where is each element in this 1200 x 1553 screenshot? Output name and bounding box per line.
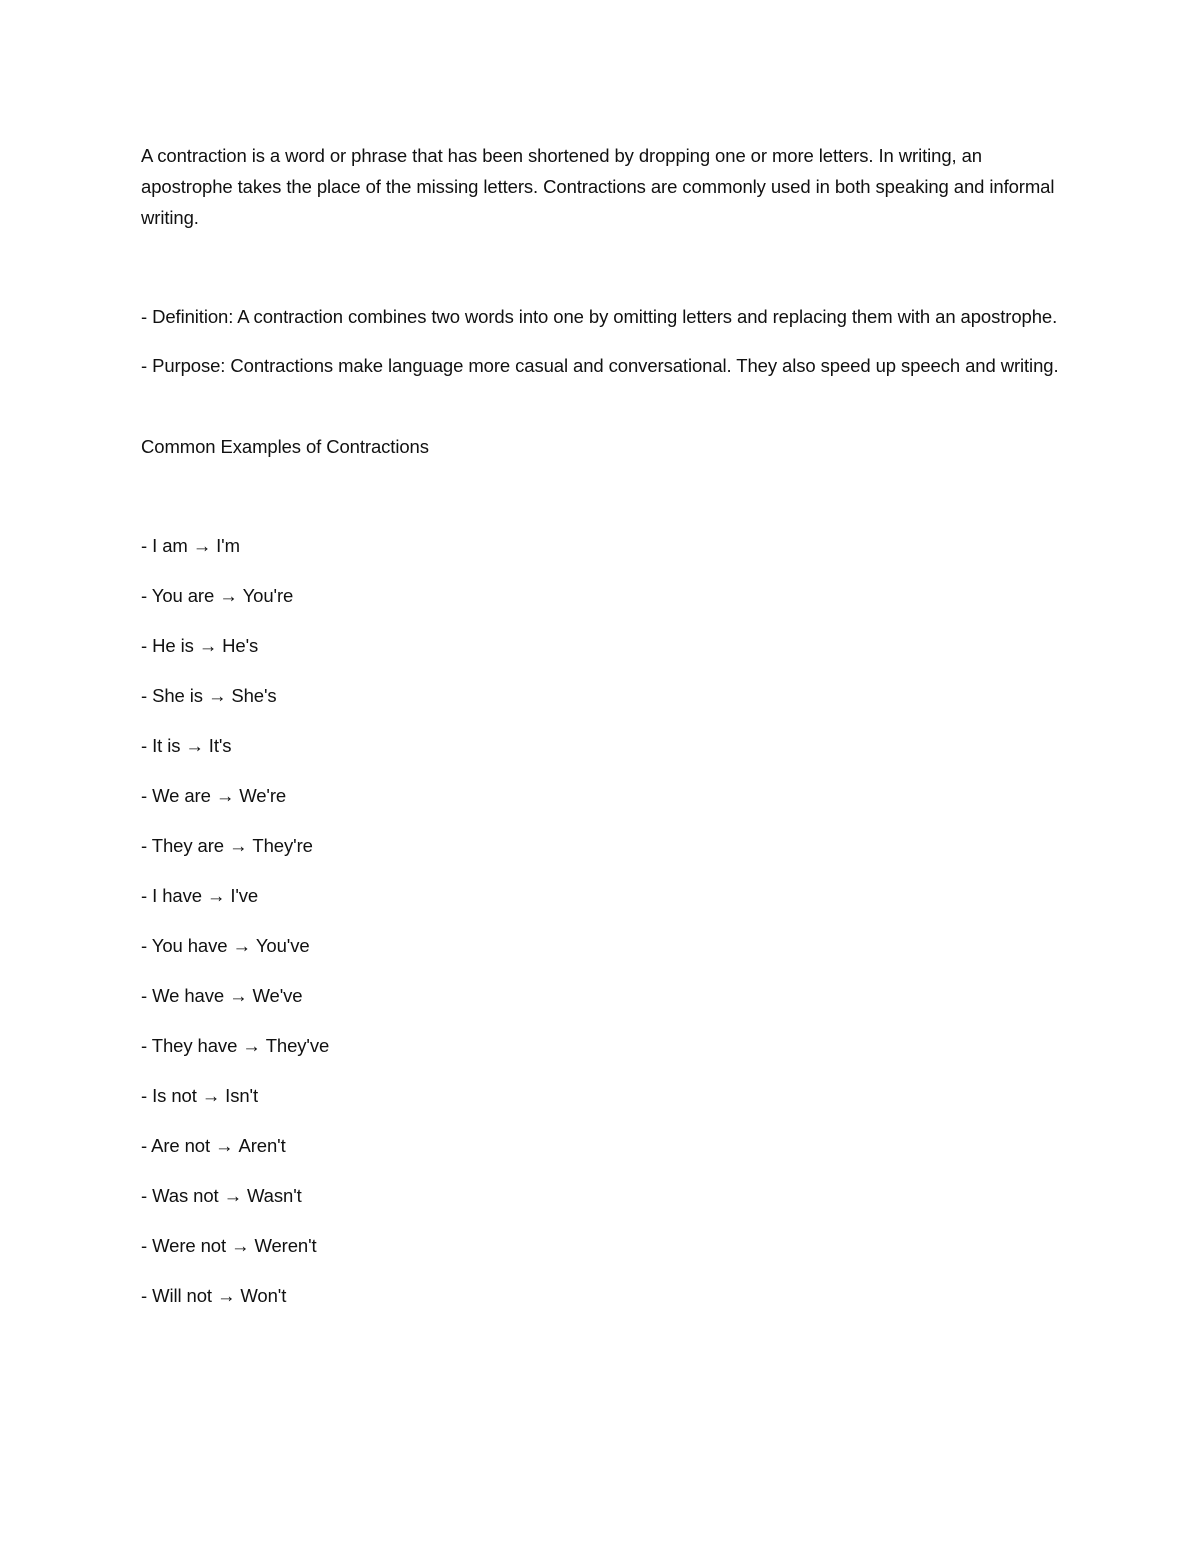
right-arrow-icon: → xyxy=(223,1185,242,1206)
bullet-dash: - xyxy=(141,985,148,1006)
list-item xyxy=(141,1230,1061,1261)
contraction: We've xyxy=(252,985,303,1006)
right-arrow-icon: → xyxy=(185,735,204,756)
list-item xyxy=(141,730,1061,761)
bullet-dash: - xyxy=(141,1135,148,1156)
contraction: Isn't xyxy=(225,1085,259,1106)
list-item xyxy=(141,630,1061,661)
document-body xyxy=(141,140,1061,1330)
list-item xyxy=(141,830,1061,861)
full-phrase: They are xyxy=(151,835,224,856)
right-arrow-icon: → xyxy=(229,835,248,856)
list-item xyxy=(141,880,1061,911)
full-phrase: I have xyxy=(152,885,202,906)
contraction: It's xyxy=(208,735,232,756)
bullet-dash: - xyxy=(141,835,148,856)
list-item xyxy=(141,680,1061,711)
full-phrase: He is xyxy=(152,635,194,656)
contraction: You're xyxy=(242,585,294,606)
right-arrow-icon: → xyxy=(198,635,218,656)
right-arrow-icon: → xyxy=(229,985,248,1006)
contraction: You've xyxy=(255,935,310,956)
list-item xyxy=(141,1030,1061,1061)
contraction: I'm xyxy=(216,535,240,556)
right-arrow-icon: → xyxy=(206,885,226,906)
bullet-dash: - xyxy=(141,535,148,556)
list-item xyxy=(141,780,1061,811)
bullet-dash: - xyxy=(141,1185,148,1206)
full-phrase: Are not xyxy=(151,1135,211,1156)
full-phrase: Was not xyxy=(152,1185,219,1206)
bullet-dash: - xyxy=(141,635,148,656)
full-phrase: It is xyxy=(152,735,181,756)
bullet-dash: - xyxy=(141,1235,148,1256)
contraction: She's xyxy=(231,685,277,706)
right-arrow-icon: → xyxy=(231,1235,250,1256)
contraction: Wasn't xyxy=(247,1185,302,1206)
intro-paragraph: A contraction is a word or phrase that has been shortened by dropping one or more letters. In writing, an apostrophe takes the place of the missing letters. Contractions are commonly used in both speaking and informal writing. xyxy=(141,145,1055,228)
contraction: They're xyxy=(252,835,313,856)
purpose-paragraph: - Purpose: Contractions make language more casual and conversational. They also speed up speech and writing. xyxy=(141,355,1059,376)
contraction: I've xyxy=(230,885,259,906)
full-phrase: We are xyxy=(152,785,211,806)
bullet-dash: - xyxy=(141,585,148,606)
list-item xyxy=(141,530,1061,561)
list-item xyxy=(141,1280,1061,1311)
full-phrase: You have xyxy=(151,935,228,956)
right-arrow-icon: → xyxy=(219,585,238,606)
full-phrase: Were not xyxy=(152,1235,227,1256)
list-item xyxy=(141,1080,1061,1111)
right-arrow-icon: → xyxy=(215,1135,234,1156)
list-item xyxy=(141,580,1061,611)
full-phrase: I am xyxy=(152,535,188,556)
full-phrase: You are xyxy=(151,585,215,606)
contraction: Weren't xyxy=(254,1235,317,1256)
list-item xyxy=(141,1180,1061,1211)
right-arrow-icon: → xyxy=(232,935,251,956)
full-phrase: She is xyxy=(152,685,203,706)
bullet-dash: - xyxy=(141,785,148,806)
definition-paragraph: - Definition: A contraction combines two words into one by omitting letters and replacing them with an apostrophe. xyxy=(141,306,1058,327)
right-arrow-icon: → xyxy=(215,785,235,806)
right-arrow-icon: → xyxy=(242,1035,261,1056)
bullet-dash: - xyxy=(141,735,148,756)
bullet-dash: - xyxy=(141,685,148,706)
contraction: Aren't xyxy=(238,1135,286,1156)
right-arrow-icon: → xyxy=(207,685,227,706)
contraction: We're xyxy=(239,785,287,806)
contraction: They've xyxy=(265,1035,330,1056)
right-arrow-icon: → xyxy=(192,535,212,556)
bullet-dash: - xyxy=(141,1285,148,1306)
bullet-dash: - xyxy=(141,1035,148,1056)
bullet-dash: - xyxy=(141,935,148,956)
right-arrow-icon: → xyxy=(216,1285,236,1306)
examples-list xyxy=(141,530,1061,1311)
contraction: He's xyxy=(222,635,259,656)
list-item xyxy=(141,930,1061,961)
full-phrase: They have xyxy=(151,1035,238,1056)
examples-heading: Common Examples of Contractions xyxy=(141,436,429,457)
bullet-dash: - xyxy=(141,1085,148,1106)
full-phrase: Is not xyxy=(152,1085,197,1106)
bullet-dash: - xyxy=(141,885,148,906)
contraction: Won't xyxy=(240,1285,287,1306)
list-item xyxy=(141,1130,1061,1161)
right-arrow-icon: → xyxy=(201,1085,221,1106)
full-phrase: We have xyxy=(152,985,225,1006)
list-item xyxy=(141,980,1061,1011)
full-phrase: Will not xyxy=(152,1285,212,1306)
